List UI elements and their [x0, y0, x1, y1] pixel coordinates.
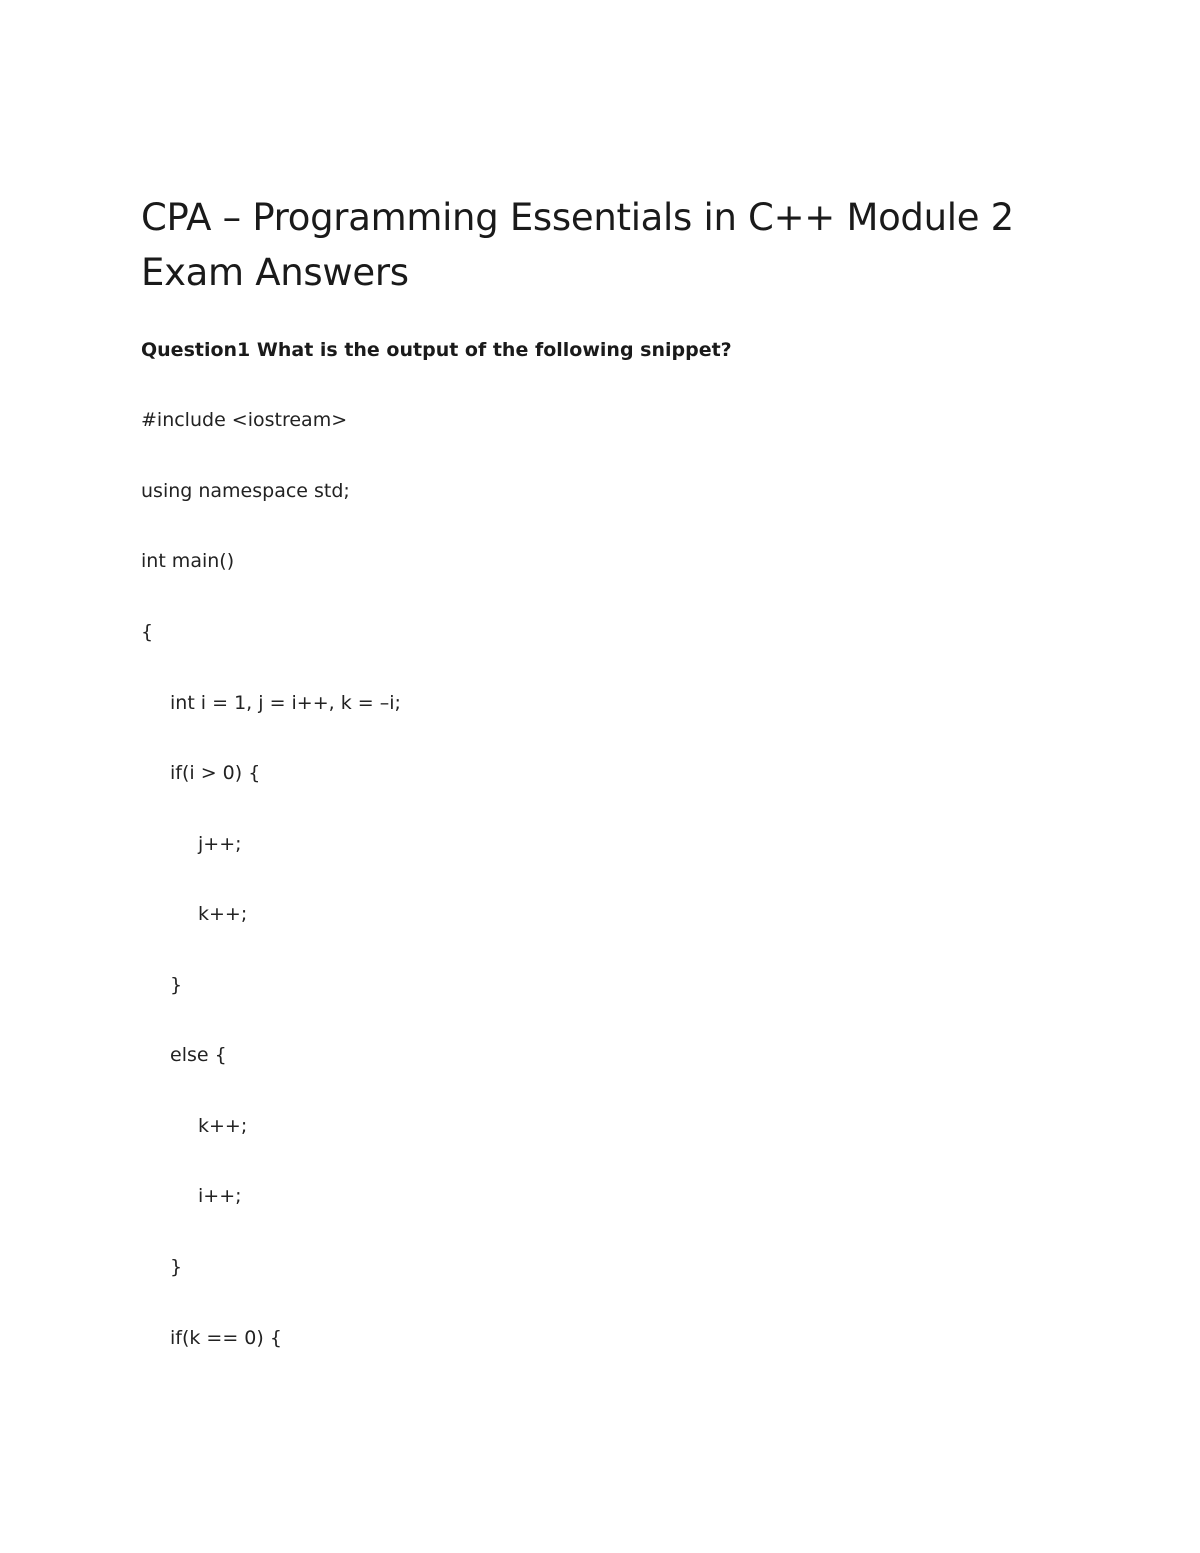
code-line-close-else: } — [170, 1256, 183, 1278]
code-line-k-increment: k++; — [198, 903, 248, 925]
question-heading: Question1 What is the output of the following snippet? — [141, 339, 732, 361]
document-title-line-1: CPA – Programming Essentials in C++ Module 2 — [141, 196, 1014, 239]
code-line-else-k-increment: k++; — [198, 1115, 248, 1137]
code-line-j-increment: j++; — [198, 833, 242, 855]
code-line-open-brace: { — [141, 621, 154, 643]
code-line-namespace: using namespace std; — [141, 480, 350, 502]
code-line-else-i-increment: i++; — [198, 1185, 242, 1207]
code-line-include: #include <iostream> — [141, 409, 348, 431]
code-line-if-k: if(k == 0) { — [170, 1327, 282, 1349]
code-line-declarations: int i = 1, j = i++, k = –i; — [170, 692, 401, 714]
code-line-else: else { — [170, 1044, 227, 1066]
code-line-if-i: if(i > 0) { — [170, 762, 261, 784]
code-line-close-if: } — [170, 974, 183, 996]
document-title-line-2: Exam Answers — [141, 251, 409, 294]
code-line-main: int main() — [141, 550, 235, 572]
document-title — [141, 190, 1071, 300]
